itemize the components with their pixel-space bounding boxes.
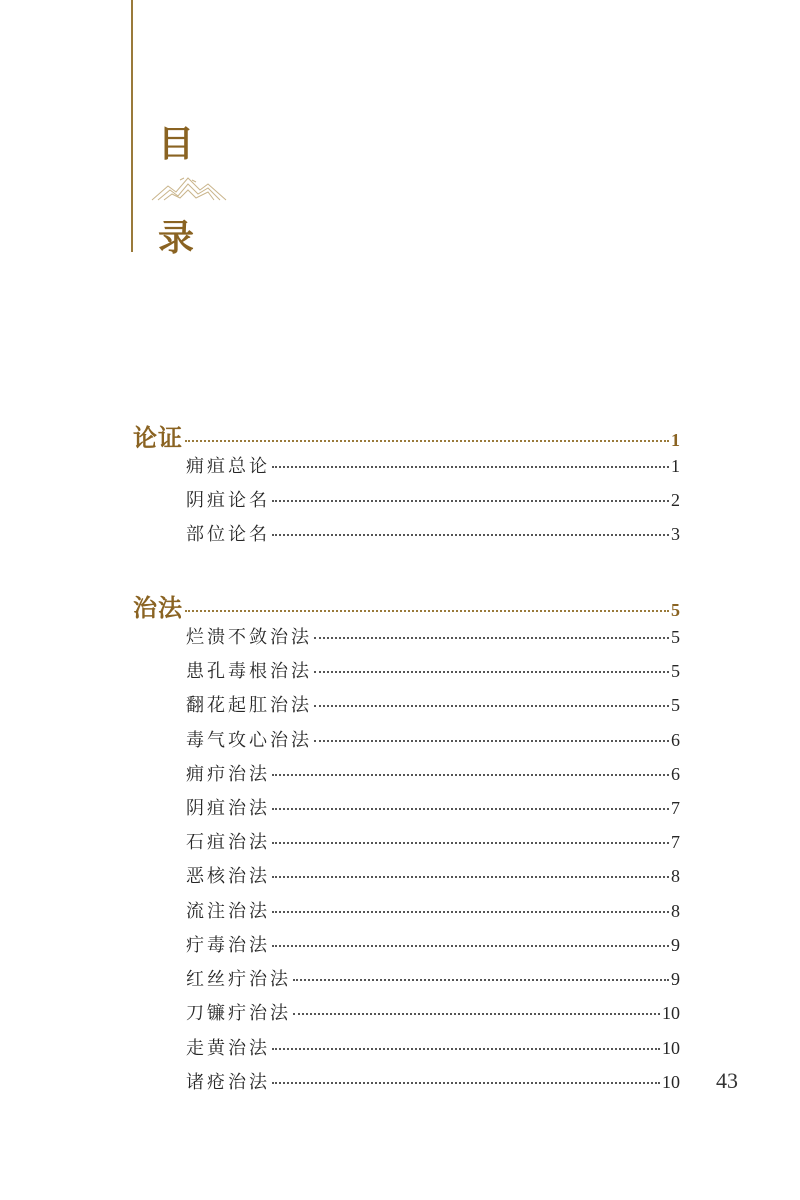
heading-char-1: 目	[158, 123, 195, 165]
page-number: 8	[671, 901, 680, 921]
page-number: 6	[671, 764, 680, 784]
entry-title: 烂溃不敛治法	[186, 627, 312, 648]
dot-leader	[293, 979, 669, 981]
dot-leader	[314, 671, 669, 673]
dot-leader	[314, 740, 669, 742]
entry-title: 毒气攻心治法	[186, 730, 312, 751]
entry-title: 阴疽治法	[186, 798, 270, 819]
toc-entry[interactable]	[186, 897, 680, 923]
toc-entry[interactable]	[186, 657, 680, 683]
page-number: 8	[671, 866, 680, 886]
dot-leader	[185, 610, 669, 612]
entry-title: 诸疮治法	[186, 1072, 270, 1093]
page-number: 6	[671, 730, 680, 750]
toc-entry[interactable]	[186, 760, 680, 786]
toc-entry[interactable]	[186, 999, 680, 1025]
entry-title: 走黄治法	[186, 1038, 270, 1059]
toc-entry[interactable]	[186, 452, 680, 478]
dot-leader	[272, 911, 669, 913]
toc-entry[interactable]	[186, 794, 680, 820]
toc-entry[interactable]	[186, 965, 680, 991]
page-number: 5	[671, 600, 680, 620]
page-number: 2	[671, 490, 680, 510]
entry-title: 部位论名	[186, 524, 270, 545]
dot-leader	[272, 808, 669, 810]
page-number: 5	[671, 627, 680, 647]
toc-entry[interactable]	[186, 691, 680, 717]
page-number: 1	[671, 456, 680, 476]
page-number: 7	[671, 832, 680, 852]
entry-title: 翻花起肛治法	[186, 695, 312, 716]
vertical-rule	[131, 0, 133, 252]
dot-leader	[185, 440, 669, 442]
dot-leader	[314, 705, 669, 707]
page-number: 10	[662, 1003, 680, 1023]
toc-entry[interactable]	[186, 520, 680, 546]
page-number: 10	[662, 1072, 680, 1092]
toc-section-lunzheng[interactable]	[133, 418, 680, 453]
entry-title: 石疽治法	[186, 832, 270, 853]
page-number: 5	[671, 695, 680, 715]
toc-entry[interactable]	[186, 726, 680, 752]
toc-entry[interactable]	[186, 1068, 680, 1094]
entry-title: 刀镰疔治法	[186, 1003, 291, 1024]
mountain-icon	[150, 170, 230, 206]
section-title: 治法	[133, 593, 183, 622]
dot-leader	[272, 774, 669, 776]
entry-title: 流注治法	[186, 901, 270, 922]
dot-leader	[272, 500, 669, 502]
dot-leader	[272, 876, 669, 878]
page-number: 3	[671, 524, 680, 544]
dot-leader	[272, 1048, 660, 1050]
dot-leader	[272, 1082, 660, 1084]
page-number: 5	[671, 661, 680, 681]
page-number: 10	[662, 1038, 680, 1058]
dot-leader	[272, 466, 669, 468]
dot-leader	[293, 1013, 660, 1015]
page-number: 9	[671, 935, 680, 955]
section-title: 论证	[133, 423, 183, 452]
dot-leader	[272, 945, 669, 947]
entry-title: 恶核治法	[186, 866, 270, 887]
toc-entry[interactable]	[186, 862, 680, 888]
entry-title: 患孔毒根治法	[186, 661, 312, 682]
entry-title: 红丝疔治法	[186, 969, 291, 990]
entry-title: 痈疽总论	[186, 456, 270, 477]
entry-title: 阴疽论名	[186, 490, 270, 511]
toc-entry[interactable]	[186, 1034, 680, 1060]
page-number: 1	[671, 430, 680, 450]
toc-entry[interactable]	[186, 486, 680, 512]
dot-leader	[272, 534, 669, 536]
toc-section-zhifa[interactable]	[133, 588, 680, 623]
toc-entry[interactable]	[186, 931, 680, 957]
folio-page-number: 43	[716, 1068, 738, 1093]
dot-leader	[272, 842, 669, 844]
entry-title: 疔毒治法	[186, 935, 270, 956]
page-number: 7	[671, 798, 680, 818]
entry-title: 痈疖治法	[186, 764, 270, 785]
heading-char-2: 录	[158, 217, 195, 259]
dot-leader	[314, 637, 669, 639]
toc-entry[interactable]	[186, 623, 680, 649]
toc-entry[interactable]	[186, 828, 680, 854]
page-number: 9	[671, 969, 680, 989]
